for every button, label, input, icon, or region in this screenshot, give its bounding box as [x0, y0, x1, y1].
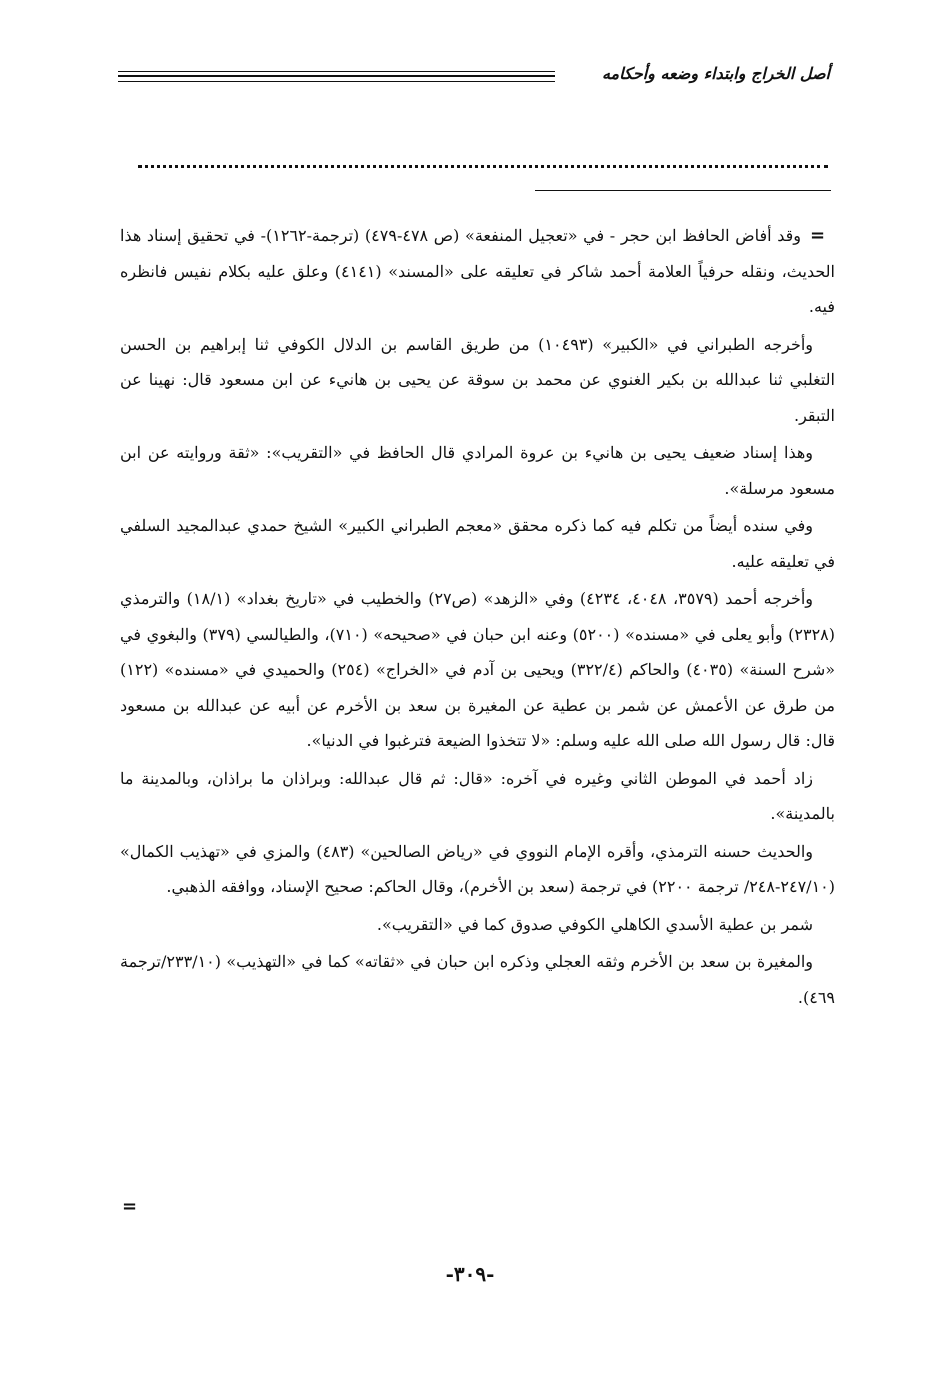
- header-rule-middle: [118, 75, 555, 77]
- continuation-marker-end: =: [122, 1196, 138, 1217]
- paragraph: زاد أحمد في الموطن الثاني وغيره في آخره: «قال: ثم قال عبدالله: وبراذان ما براذان، وبالمدينة ما بالمدينة».: [120, 768, 835, 823]
- paragraph: وهذا إسناد ضعيف يحيى بن هانيء بن عروة المرادي قال الحافظ في «التقريب»: «ثقة وروايته عن ابن مسعود مرسلة».: [120, 443, 835, 498]
- paragraph: وأخرجه أحمد (٣٥٧٩، ٤٠٤٨، ٤٢٣٤) وفي «الزهد» (ص٢٧) والخطيب في «تاريخ بغداد» (١٨/١) والترمذي (٢٣٢٨) وأبو يعلى في «مسنده» (٥٢٠٠) وعنه ابن حبان في «صحيحه» (٧١٠)، والطيالسي (٣٧٩) والبغوي في «شرح السنة» (٤٠٣٥) والحاكم (٣٢٢/٤) ويحيى بن آدم في «الخراج» (٢٥٤) والحميدي في «مسنده» (١٢٢) من طرق عن الأعمش عن شمر بن عطية عن المغيرة بن سعد بن الأخرم عن أبيه عن عبدالله بن مسعود قال: قال رسول الله صلى الله عليه وسلم: «لا تتخذوا الضيعة فترغبوا في الدنيا».: [120, 589, 836, 750]
- header-rule-top: [118, 71, 555, 72]
- running-title: أصل الخراج وابتداء وضعه وأحكامه: [601, 64, 830, 83]
- paragraph: وفي سنده أيضاً من تكلم فيه كما ذكره محقق «معجم الطبراني الكبير» الشيخ حمدي عبدالمجيد السلفي في تعليقه عليه.: [120, 516, 835, 571]
- page-number: -٣٠٩-: [445, 1262, 495, 1286]
- paragraph: شمر بن عطية الأسدي الكاهلي الكوفي صدوق كما في «التقريب».: [376, 914, 813, 934]
- running-header: [118, 62, 830, 92]
- paragraph: والمغيرة بن سعد بن الأخرم وثقه العجلي وذكره ابن حبان في «ثقاته» كما في «التهذيب» (٢٣٣/١٠/ترجمة ٤٦٩).: [120, 952, 835, 1007]
- footnote-body: [120, 218, 835, 1017]
- footnote-rule: [535, 190, 831, 191]
- paragraph: والحديث حسنه الترمذي، وأقره الإمام النووي في «رياض الصالحين» (٤٨٣) والمزي في «تهذيب الكمال» (٢٤٧/١٠-٢٤٨/ ترجمة ٢٢٠٠) في ترجمة (سعد بن الأخرم)، وقال الحاكم: صحيح الإسناد، ووافقه الذهبي.: [120, 841, 835, 896]
- paragraph: وأخرجه الطبراني في «الكبير» (١٠٤٩٣) من طريق القاسم بن الدلال الكوفي ثنا إبراهيم بن الحسن التغلبي ثنا عبدالله بن بكير الغنوي عن محمد بن سوقة عن يحيى بن هانيء عن ابن مسعود قال: نهينا عن التبقر.: [120, 334, 835, 425]
- paragraph: وقد أفاض الحافظ ابن حجر - في «تعجيل المنفعة» (ص ٤٧٨-٤٧٩) (ترجمة-١٢٦٢)- في تحقيق إسناد هذا الحديث، ونقله حرفياً العلامة أحمد شاكر في تعليقه على «المسند» (٤١٤١) وعلق عليه بكلام نفيس فانظره فيه.: [120, 226, 835, 316]
- header-rule-bottom: [118, 81, 555, 82]
- continuation-marker-start: =: [810, 225, 826, 246]
- dotted-separator: [138, 165, 828, 168]
